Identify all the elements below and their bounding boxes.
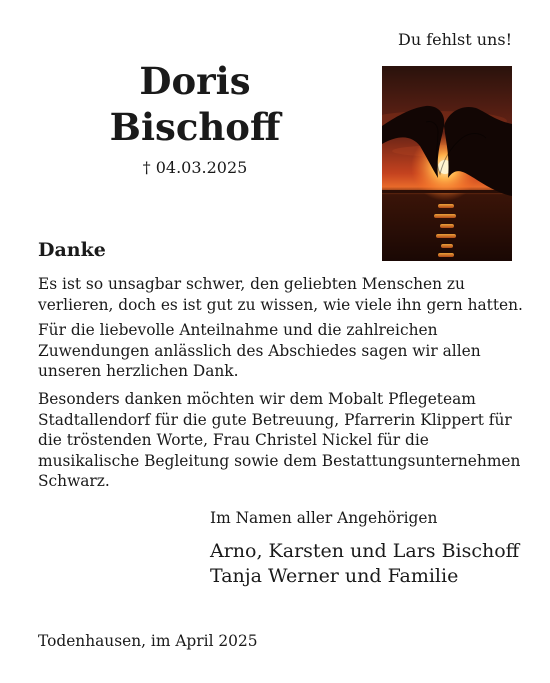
thanks-heading: Danke	[38, 239, 106, 261]
paragraph-2: Für die liebevolle Anteilnahme und die zahlreichen Zuwendungen anlässlich des Abschiedes sagen wir allen unseren herzlichen Dank.	[38, 321, 481, 380]
signature-line-1: Arno, Karsten und Lars Bischoff	[210, 540, 520, 562]
last-name: Bischoff	[109, 105, 281, 149]
signature-line-2: Tanja Werner und Familie	[210, 565, 459, 587]
closing-line: Im Namen aller Angehörigen	[210, 509, 438, 527]
place-and-date: Todenhausen, im April 2025	[38, 632, 258, 650]
photo-image	[382, 66, 512, 261]
paragraph-3: Besonders danken möchten wir dem Mobalt Pflegeteam Stadtallendorf für die gute Betreuung, Pfarrerin Klippert für die tröstenden Worte, Frau Christel Nickel für die musikalische Begleitung sowie dem Bestattungsunternehmen Schwarz.	[38, 390, 521, 490]
heart-hands-sunset-photo	[382, 66, 512, 261]
death-date: † 04.03.2025	[142, 158, 248, 177]
paragraph-1: Es ist so unsagbar schwer, den geliebten Menschen zu verlieren, doch es ist gut zu wissen, wie viele ihn gern hatten.	[38, 275, 523, 314]
signatures	[210, 539, 519, 589]
deceased-name	[60, 58, 330, 150]
tagline: Du fehlst uns!	[397, 30, 512, 49]
first-name: Doris	[139, 59, 251, 103]
